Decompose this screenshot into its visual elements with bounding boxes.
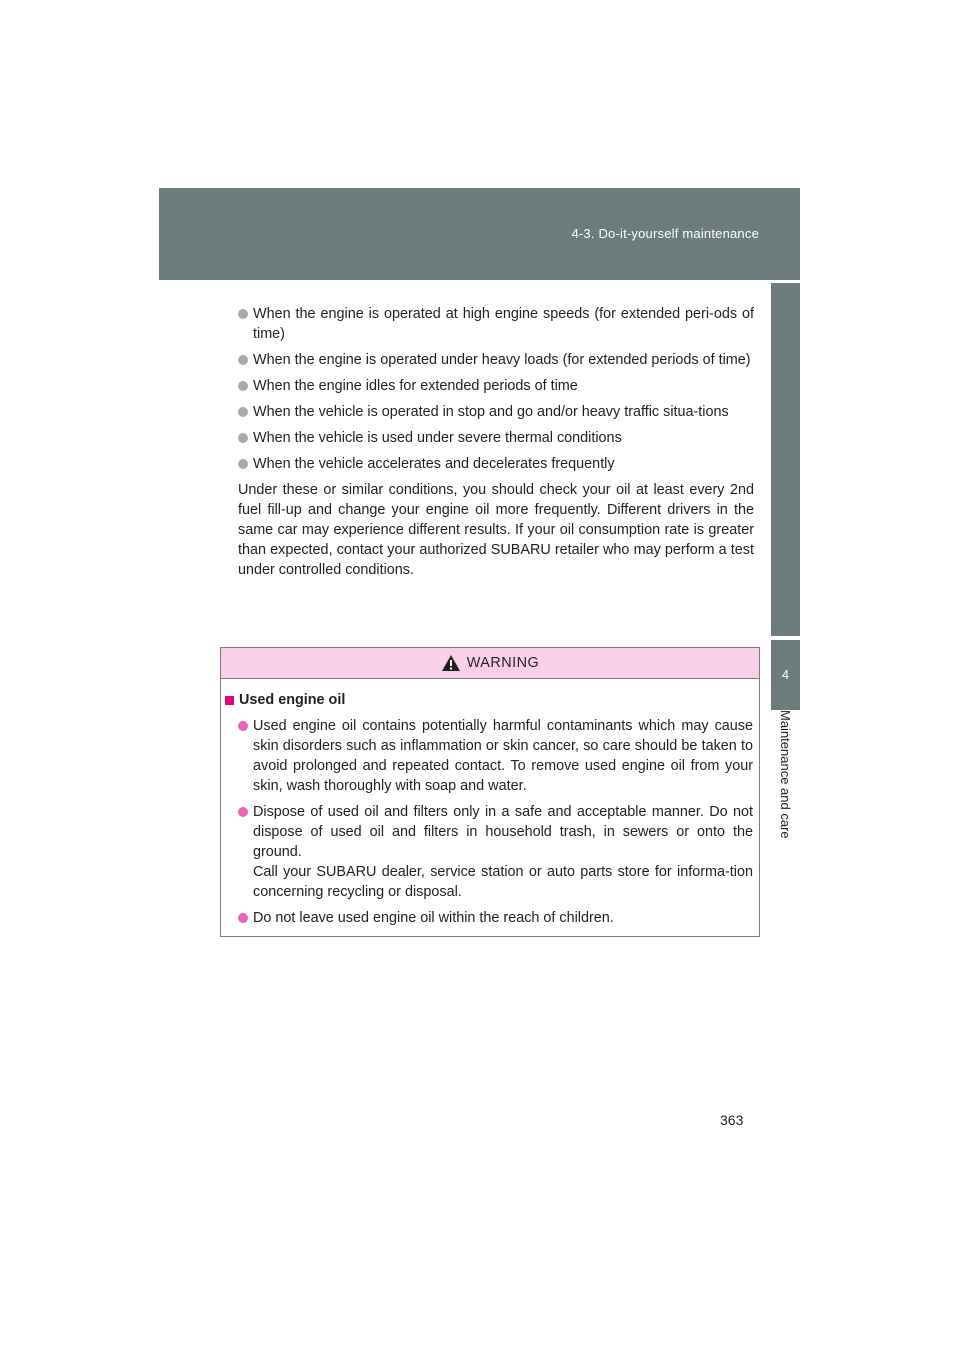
warning-list-item — [225, 716, 753, 796]
list-item-text: When the vehicle is used under severe thermal conditions — [253, 430, 622, 446]
bullet-icon — [238, 355, 248, 365]
body-paragraph: Under these or similar conditions, you should check your oil at least every 2nd fuel fill-up and change your engine oil more frequently. Different drivers in the same car may experience different results. If your oil consumption rate is greater than expected, contact your authorized SUBARU retailer who may perform a test under controlled conditions. — [238, 482, 754, 578]
main-content — [238, 304, 754, 594]
warning-list-item-extra-text: Call your SUBARU dealer, service station or auto parts store for informa-tion concerning recycling or disposal. — [253, 864, 753, 900]
warning-triangle-icon — [441, 654, 461, 672]
section-header — [159, 188, 800, 280]
section-title: 4-3. Do-it-yourself maintenance — [571, 226, 759, 241]
warning-list-item-text: Used engine oil contains potentially harmful contaminants which may cause skin disorders such as inflammation or skin cancer, so care should be taken to avoid prolonged and repeated contact. To remove used engine oil from your skin, wash thoroughly with soap and water. — [253, 718, 753, 794]
bullet-icon — [238, 807, 248, 817]
warning-list-item-text: Dispose of used oil and filters only in a safe and acceptable manner. Do not dispose of used oil and filters in household trash, in sewers or onto the ground. — [253, 804, 753, 860]
warning-list-item — [225, 802, 753, 902]
side-tab-bar — [771, 283, 800, 636]
bullet-icon — [238, 721, 248, 731]
warning-list-item-text: Do not leave used engine oil within the reach of children. — [253, 910, 614, 926]
page-number: 363 — [720, 1112, 744, 1128]
list-item — [238, 376, 754, 396]
list-item-text: When the engine idles for extended periods of time — [253, 378, 578, 394]
bullet-icon — [238, 459, 248, 469]
list-item — [238, 428, 754, 448]
warning-box — [220, 647, 760, 937]
bullet-icon — [238, 381, 248, 391]
warning-section-title — [225, 690, 753, 710]
chapter-label-container — [771, 710, 800, 870]
list-item-text: When the engine is operated under heavy loads (for extended periods of time) — [253, 352, 751, 368]
square-bullet-icon — [225, 696, 234, 705]
list-item-text: When the vehicle accelerates and decelerates frequently — [253, 456, 615, 472]
warning-title: WARNING — [466, 655, 540, 671]
bullet-icon — [238, 407, 248, 417]
list-item — [238, 454, 754, 474]
list-item-text: When the engine is operated at high engine speeds (for extended peri-ods of time) — [253, 306, 754, 342]
chapter-number: 4 — [771, 640, 800, 710]
list-item — [238, 350, 754, 370]
chapter-label: Maintenance and care — [778, 710, 793, 839]
warning-header — [221, 648, 759, 679]
list-item-text: When the vehicle is operated in stop and go and/or heavy traffic situa-tions — [253, 404, 729, 420]
bullet-icon — [238, 913, 248, 923]
warning-list-item — [225, 908, 753, 928]
warning-body — [221, 679, 759, 928]
bullet-icon — [238, 433, 248, 443]
warning-section-title-text: Used engine oil — [239, 692, 346, 708]
list-item — [238, 402, 754, 422]
list-item — [238, 304, 754, 344]
bullet-icon — [238, 309, 248, 319]
